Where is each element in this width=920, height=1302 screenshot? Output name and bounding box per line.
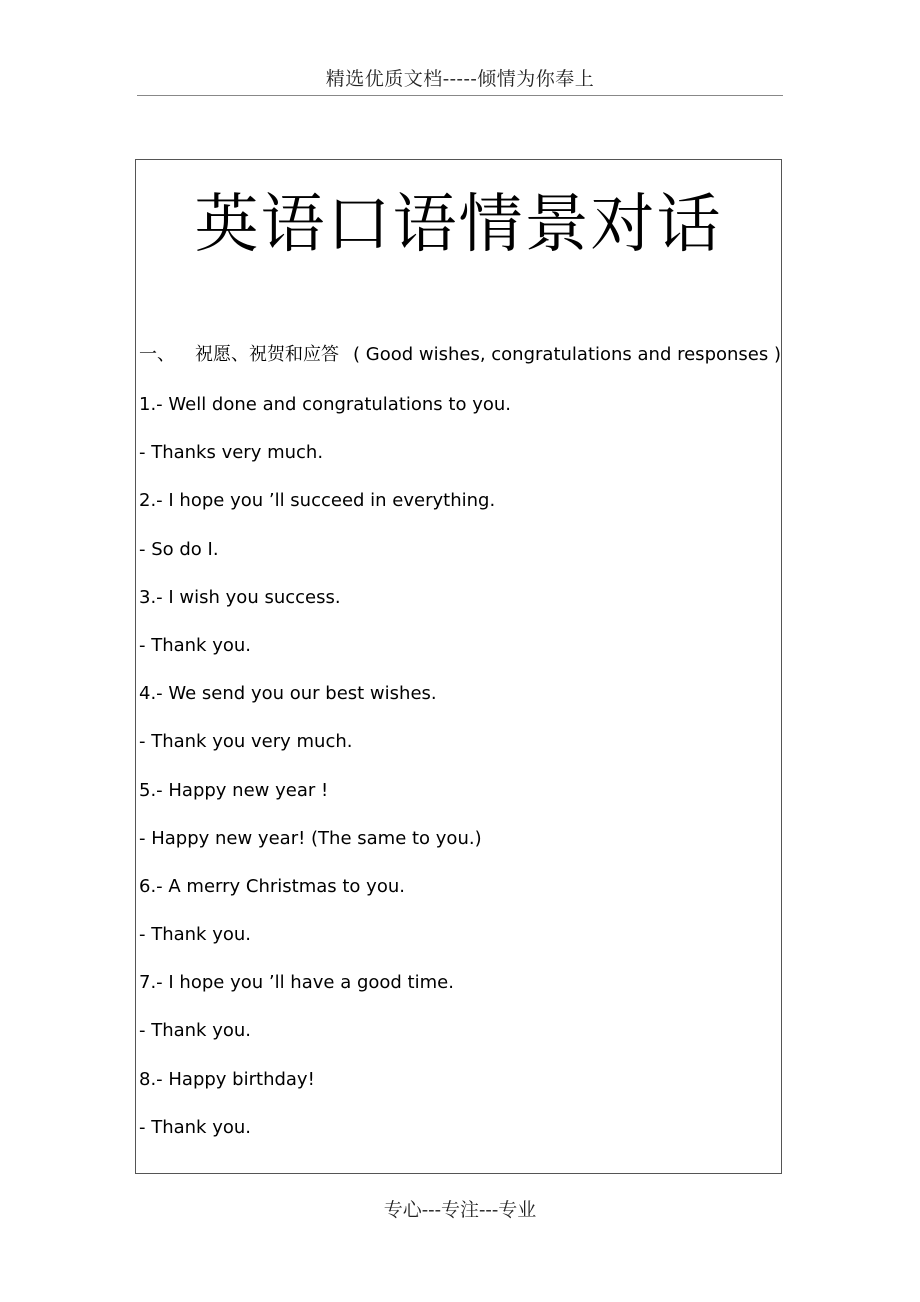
document-title: 英语口语情景对话 [194,188,723,262]
dialogue-line: 4.- We send you our best wishes. [139,683,437,705]
dialogue-line: - Happy new year! (The same to you.) [139,827,482,849]
section-title-cn: 祝愿、祝贺和应答 [195,344,339,365]
content-box [135,159,782,1174]
dialogue-list [139,390,779,1161]
section-heading [139,340,781,370]
dialogue-line: 8.- Happy birthday! [139,1068,315,1090]
dialogue-line: 6.- A merry Christmas to you. [139,875,405,897]
page-header: 精选优质文档-----倾情为你奉上 [325,68,595,90]
dialogue-line: 1.- Well done and congratulations to you. [139,394,511,415]
dialogue-line: 2.- I hope you ’ll succeed in everything. [139,490,496,512]
page-footer: 专心---专注---专业 [383,1199,537,1221]
section-title-en: ( Good wishes, congratulations and responses ) [353,344,781,365]
dialogue-line: 3.- I wish you success. [139,586,341,608]
header-divider [137,95,783,96]
dialogue-line: 5.- Happy new year ! [139,779,329,801]
dialogue-line: 7.- I hope you ’ll have a good time. [139,972,454,994]
section-number: 一、 [139,344,175,365]
dialogue-line: - So do I. [139,538,219,560]
dialogue-line: - Thank you. [139,1020,251,1042]
dialogue-line: - Thanks very much. [139,442,324,464]
dialogue-line: - Thank you. [139,924,251,946]
dialogue-line: - Thank you. [139,1116,251,1138]
dialogue-line: - Thank you very much. [139,731,353,753]
dialogue-line: - Thank you. [139,634,251,656]
